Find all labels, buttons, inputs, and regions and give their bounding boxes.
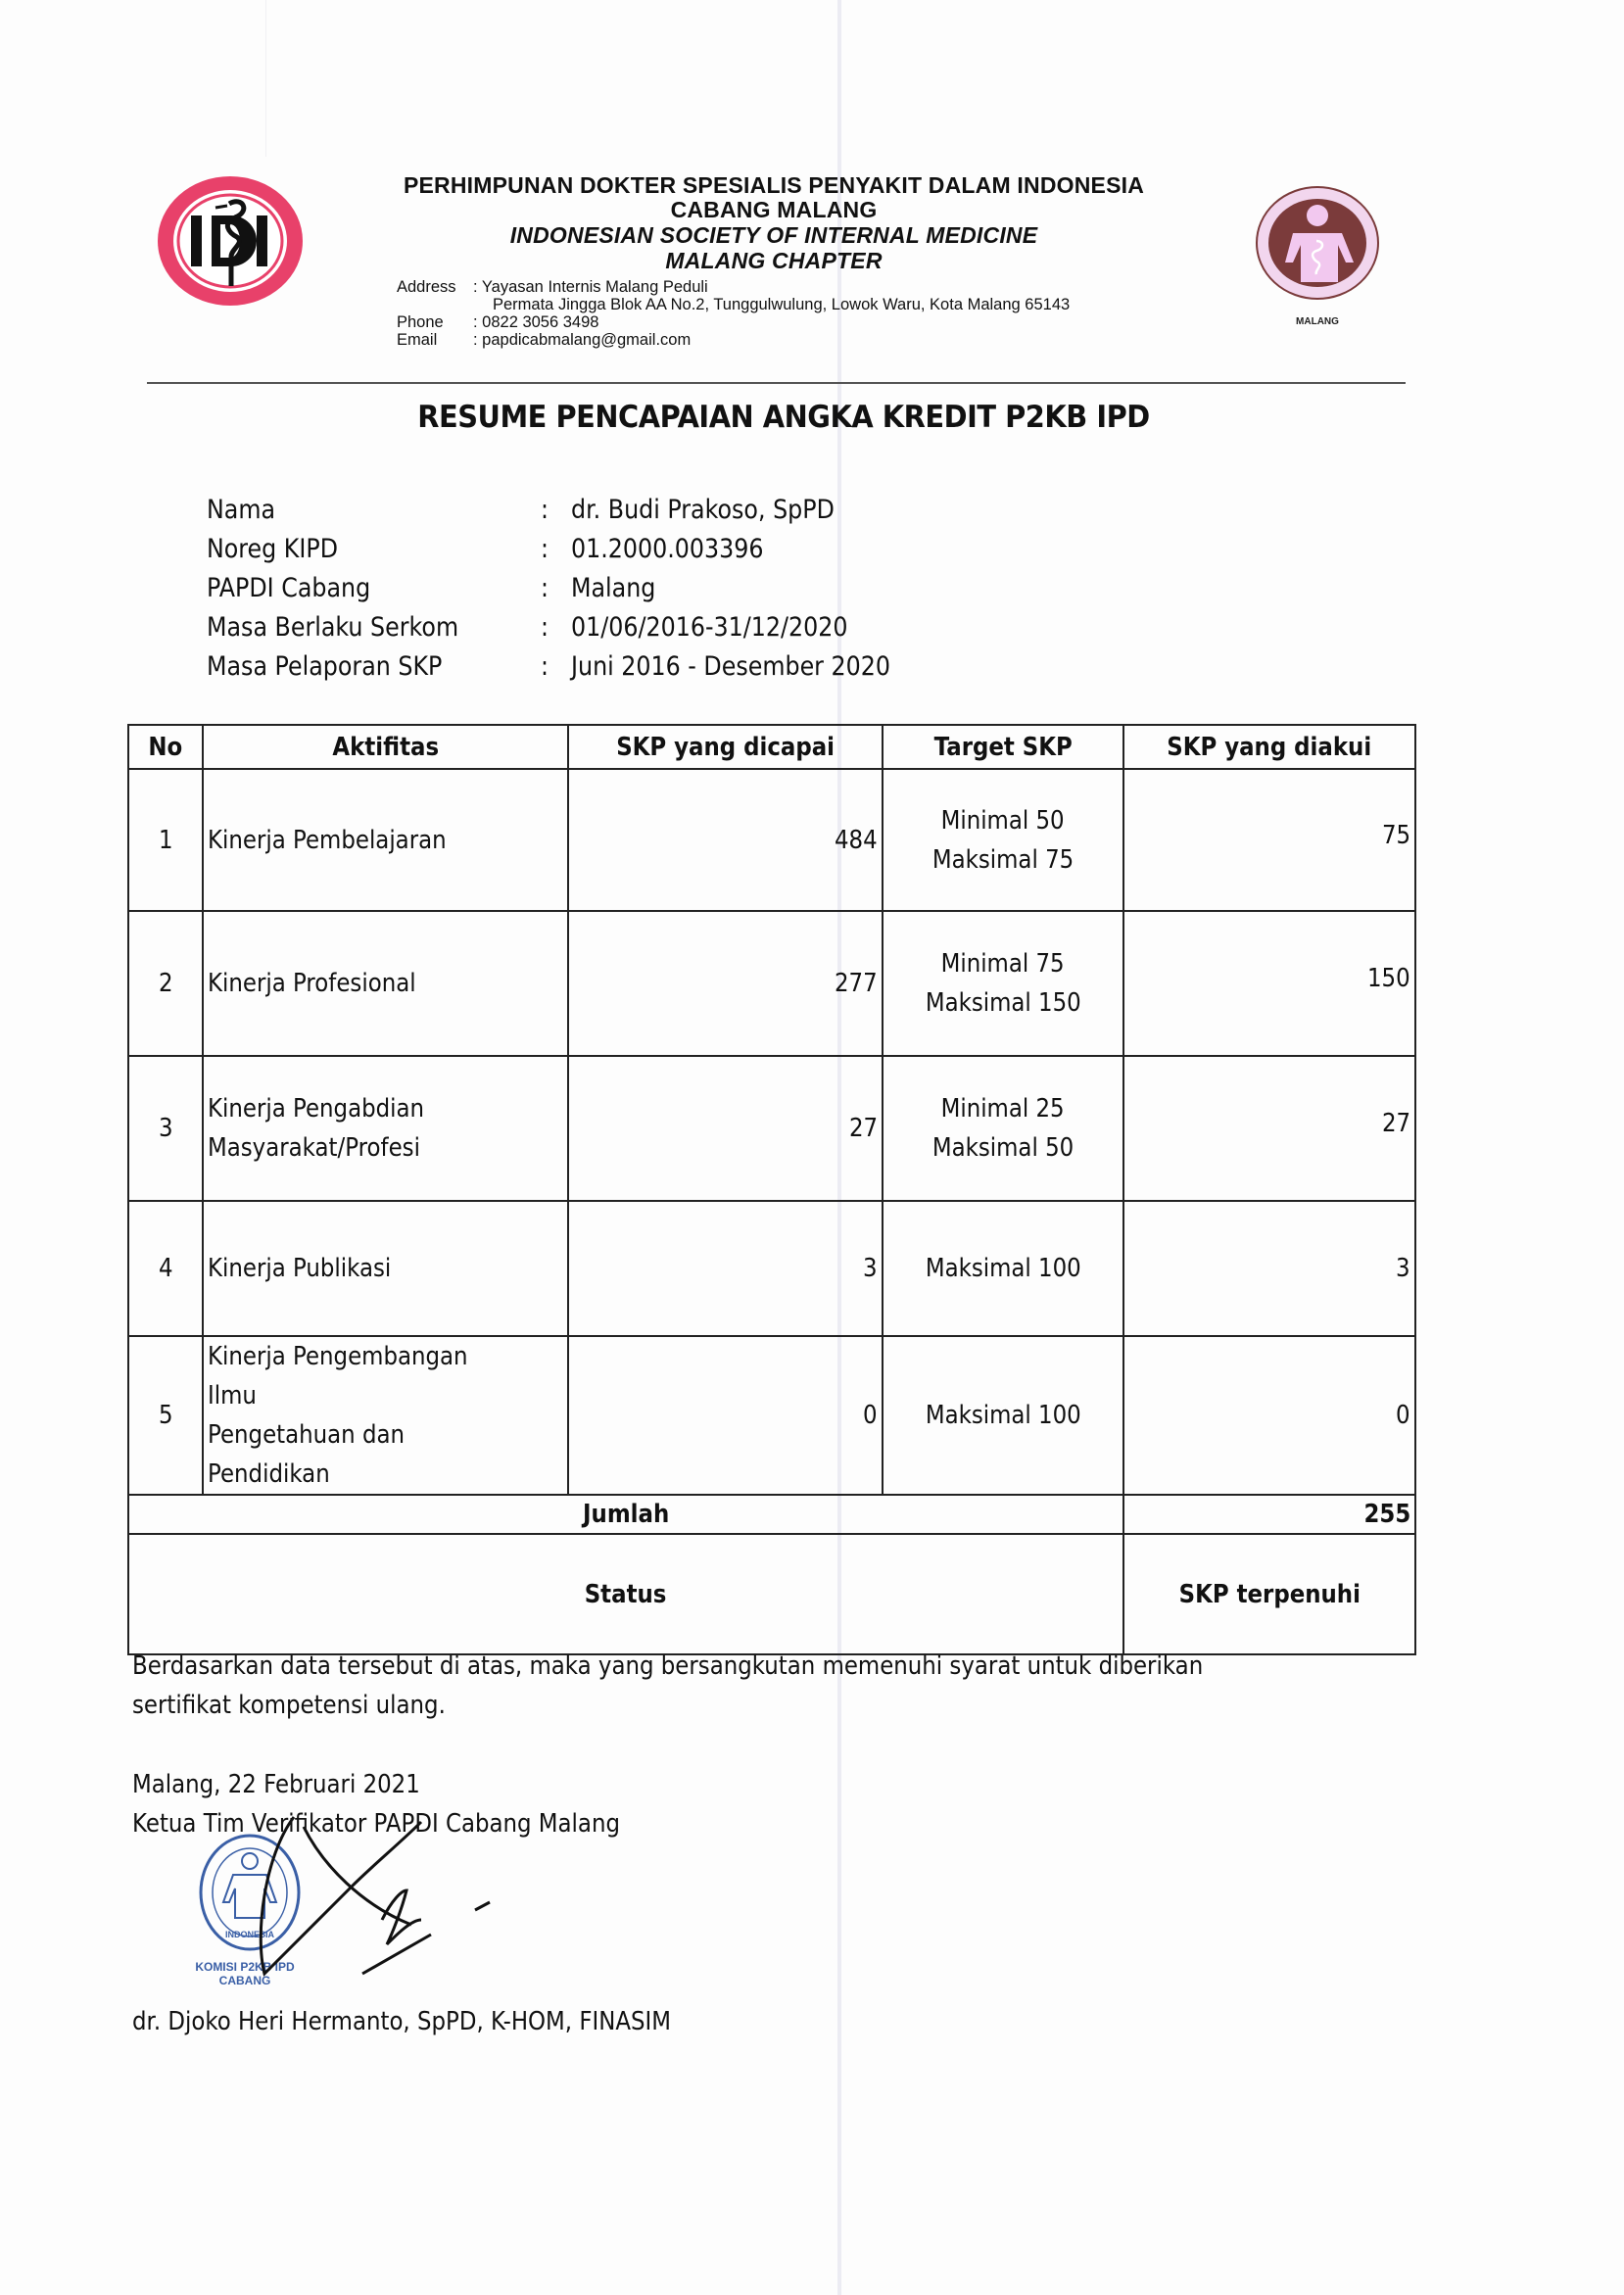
cell-target: Minimal 25 Maksimal 50 <box>883 1056 1123 1201</box>
info-colon: : <box>541 534 549 564</box>
email-value[interactable]: : papdicabmalang@gmail.com <box>473 331 692 349</box>
info-label-noreg: Noreg KIPD <box>207 534 339 564</box>
phone-label: Phone <box>397 313 444 331</box>
info-label-cabang: PAPDI Cabang <box>207 573 371 603</box>
cell-acknowledged: 27 <box>1123 1056 1415 1201</box>
address-line-2: Permata Jingga Blok AA No.2, Tunggulwulung, Lowok Waru, Kota Malang 65143 <box>493 296 1071 313</box>
info-value-noreg: 01.2000.003396 <box>571 534 764 564</box>
cell-no: 1 <box>128 769 203 911</box>
col-header-no: No <box>128 725 203 769</box>
cell-achieved: 0 <box>568 1336 883 1495</box>
col-header-achieved: SKP yang dicapai <box>568 725 883 769</box>
info-colon: : <box>541 495 549 525</box>
cell-achieved: 484 <box>568 769 883 911</box>
total-row <box>128 1495 1415 1534</box>
table-row <box>128 911 1415 1056</box>
table-row <box>128 1056 1415 1201</box>
cell-no: 2 <box>128 911 203 1056</box>
cell-activity: Kinerja Pembelajaran <box>203 769 568 911</box>
total-value: 255 <box>1123 1495 1415 1534</box>
info-label-nama: Nama <box>207 495 276 525</box>
conclusion-line-1: Berdasarkan data tersebut di atas, maka yang bersangkutan memenuhi syarat untuk diberikan <box>132 1651 1204 1681</box>
total-label: Jumlah <box>128 1495 1123 1534</box>
stamp-text-bottom: CABANG <box>218 1974 271 1987</box>
status-row <box>128 1534 1415 1654</box>
cell-achieved: 3 <box>568 1201 883 1336</box>
skp-table <box>127 724 1416 1655</box>
cell-target: Maksimal 100 <box>883 1336 1123 1495</box>
info-label-serkom: Masa Berlaku Serkom <box>207 612 459 643</box>
org-branch: CABANG MALANG <box>670 197 878 222</box>
col-header-activity: Aktifitas <box>203 725 568 769</box>
info-colon: : <box>541 573 549 603</box>
conclusion-line-2: sertifikat kompetensi ulang. <box>132 1691 446 1720</box>
info-value-nama: dr. Budi Prakoso, SpPD <box>571 495 835 525</box>
org-chapter-en: MALANG CHAPTER <box>665 248 883 273</box>
papdi-logo-icon <box>1252 184 1384 331</box>
table-row <box>128 1336 1415 1495</box>
signer-name: dr. Djoko Heri Hermanto, SpPD, K-HOM, FINASIM <box>132 2007 672 2036</box>
cell-no: 5 <box>128 1336 203 1495</box>
signer-position: Ketua Tim Verifikator PAPDI Cabang Malang <box>132 1809 620 1839</box>
info-value-cabang: Malang <box>571 573 656 603</box>
col-header-target: Target SKP <box>883 725 1123 769</box>
cell-acknowledged: 150 <box>1123 911 1415 1056</box>
cell-acknowledged: 75 <box>1123 769 1415 911</box>
cell-acknowledged: 0 <box>1123 1336 1415 1495</box>
cell-target: Maksimal 100 <box>883 1201 1123 1336</box>
letterhead-divider <box>147 382 1406 384</box>
cell-activity: Kinerja Publikasi <box>203 1201 568 1336</box>
address-line-1: : Yayasan Internis Malang Peduli <box>473 278 708 296</box>
handwritten-signature-icon <box>225 1812 617 2008</box>
info-label-pelaporan: Masa Pelaporan SKP <box>207 651 443 682</box>
cell-target: Minimal 75 Maksimal 150 <box>883 911 1123 1056</box>
info-value-serkom: 01/06/2016-31/12/2020 <box>571 612 848 643</box>
info-value-pelaporan: Juni 2016 - Desember 2020 <box>571 651 890 682</box>
phone-value: : 0822 3056 3498 <box>473 313 599 331</box>
stamp-ring-text: INDONESIA <box>224 1930 275 1939</box>
cell-activity: Kinerja Pengabdian Masyarakat/Profesi <box>203 1056 568 1201</box>
info-colon: : <box>541 612 549 643</box>
cell-achieved: 277 <box>568 911 883 1056</box>
table-row <box>128 1201 1415 1336</box>
col-header-acknowledged: SKP yang diakui <box>1123 725 1415 769</box>
scan-artifact <box>265 0 266 157</box>
cell-no: 4 <box>128 1201 203 1336</box>
papdi-logo-caption: MALANG <box>1296 316 1339 327</box>
email-label: Email <box>397 331 438 349</box>
cell-achieved: 27 <box>568 1056 883 1201</box>
table-header-row <box>128 725 1415 769</box>
org-name-en: INDONESIAN SOCIETY OF INTERNAL MEDICINE <box>509 222 1038 248</box>
address-label: Address <box>397 278 456 296</box>
info-colon: : <box>541 651 549 682</box>
stamp-text-top: KOMISI P2KB IPD <box>195 1960 295 1974</box>
table-row <box>128 769 1415 911</box>
cell-activity: Kinerja Pengembangan Ilmu Pengetahuan dan Pendidikan <box>203 1336 568 1495</box>
status-label: Status <box>128 1534 1123 1654</box>
org-name: PERHIMPUNAN DOKTER SPESIALIS PENYAKIT DALAM INDONESIA <box>403 172 1145 198</box>
cell-target: Minimal 50 Maksimal 75 <box>883 769 1123 911</box>
cell-no: 3 <box>128 1056 203 1201</box>
status-value: SKP terpenuhi <box>1123 1534 1415 1654</box>
cell-acknowledged: 3 <box>1123 1201 1415 1336</box>
place-date: Malang, 22 Februari 2021 <box>132 1770 420 1799</box>
cell-activity: Kinerja Profesional <box>203 911 568 1056</box>
document-title: RESUME PENCAPAIAN ANGKA KREDIT P2KB IPD <box>417 400 1150 435</box>
